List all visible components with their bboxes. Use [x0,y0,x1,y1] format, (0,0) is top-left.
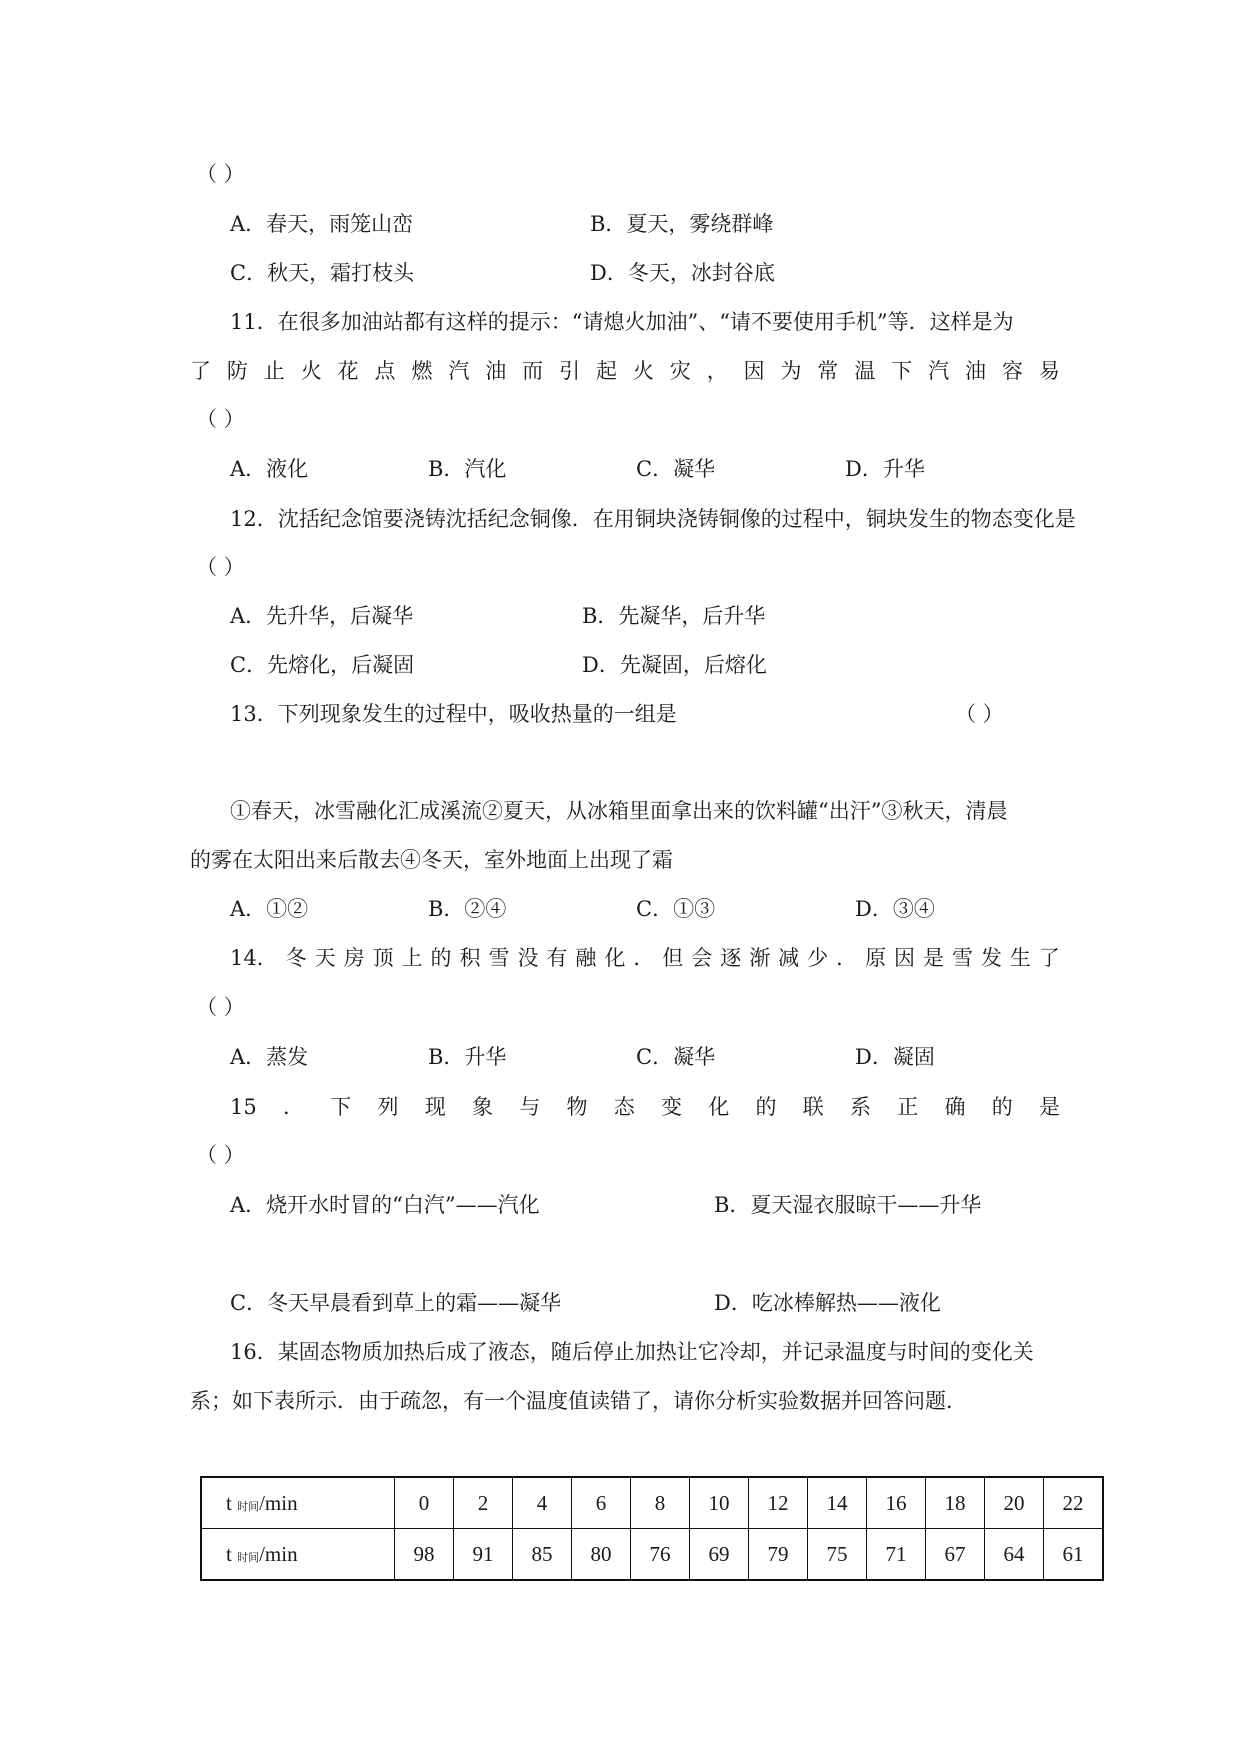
q16-stem-line2: 系；如下表所示．由于疏忽，有一个温度值读错了，请你分析实验数据并回答问题． [190,1389,967,1413]
q13-answer-bracket: （ ） [955,702,1004,726]
table-cell: 75 [808,1529,867,1581]
q15-option-d: D．吃冰棒解热——液化 [714,1291,941,1315]
table-cell: 80 [572,1529,631,1581]
q11-stem-line2: 了 防 止 火 花 点 燃 汽 油 而 引 起 火 灾 ， 因 为 常 温 下 汽 油 容 易 [190,359,1060,383]
table-cell: 79 [749,1529,808,1581]
q12-option-c: C．先熔化，后凝固 [230,653,415,677]
q14-stem-line1: 14． 冬 天 房 顶 上 的 积 雪 没 有 融 化 ． 但 会 逐 渐 减 少 ． 原 因 是 雪 发 生 了 [230,946,1060,970]
q10-option-c: C．秋天，霜打枝头 [230,261,415,285]
table-cell: 12 [749,1477,808,1529]
table-cell: 2 [454,1477,513,1529]
q11-option-a: A．液化 [230,457,309,481]
table-cell: 69 [690,1529,749,1581]
temperature-time-table [200,1476,1104,1581]
table-cell: 76 [631,1529,690,1581]
q13-body-line2: 的雾在太阳出来后散去④冬天，室外地面上出现了霜 [190,848,673,872]
table-cell: 22 [1044,1477,1104,1529]
q14-option-a: A．蒸发 [230,1045,309,1069]
q13-option-d: D．③④ [855,897,935,921]
table-row [201,1529,1103,1581]
q11-option-d: D．升华 [845,457,925,481]
q13-stem-line1: 13．下列现象发生的过程中，吸收热量的一组是 [230,702,677,726]
q15-answer-bracket: （ ） [196,1143,245,1167]
q12-stem-line1: 12．沈括纪念馆要浇铸沈括纪念铜像．在用铜块浇铸铜像的过程中，铜块发生的物态变化是 [230,507,1076,531]
table-cell: 67 [926,1529,985,1581]
q11-option-c: C．凝华 [636,457,716,481]
q15-option-b: B．夏天湿衣服晾干——升华 [714,1193,982,1217]
table-cell: 98 [395,1529,454,1581]
table-cell: 0 [395,1477,454,1529]
row-label-temperature: t 时间/min [201,1529,395,1581]
q13-option-a: A．①② [230,897,309,921]
table-cell: 14 [808,1477,867,1529]
q14-option-b: B．升华 [428,1045,507,1069]
table-cell: 20 [985,1477,1044,1529]
q14-option-d: D．凝固 [855,1045,935,1069]
table-cell: 4 [513,1477,572,1529]
q15-option-c: C．冬天早晨看到草上的霜——凝华 [230,1291,562,1315]
row-label-time: t 时间/min [201,1477,395,1529]
table-cell: 91 [454,1529,513,1581]
q15-stem-line1: 15 ． 下 列 现 象 与 物 态 变 化 的 联 系 正 确 的 是 [230,1095,1060,1119]
table-cell: 10 [690,1477,749,1529]
q16-stem-line1: 16．某固态物质加热后成了液态，随后停止加热让它冷却，并记录温度与时间的变化关 [230,1340,1034,1364]
q12-option-d: D．先凝固，后熔化 [582,653,767,677]
q13-body-line1: ①春天，冰雪融化汇成溪流②夏天，从冰箱里面拿出来的饮料罐“出汗”③秋天，清晨 [230,799,1008,823]
q14-answer-bracket: （ ） [196,995,245,1019]
q10-option-d: D．冬天，冰封谷底 [590,261,775,285]
q10-option-b: B．夏天，雾绕群峰 [590,212,774,236]
q11-answer-bracket: （ ） [196,407,245,431]
table-cell: 8 [631,1477,690,1529]
table-cell: 18 [926,1477,985,1529]
table-cell: 85 [513,1529,572,1581]
table-cell: 16 [867,1477,926,1529]
q12-option-b: B．先凝华，后升华 [582,604,766,628]
q13-option-b: B．②④ [428,897,507,921]
q15-option-a: A．烧开水时冒的“白汽”——汽化 [230,1193,540,1217]
q11-stem-line1: 11．在很多加油站都有这样的提示：“请熄火加油”、“请不要使用手机”等．这样是为 [230,310,1014,334]
q10-option-a: A．春天，雨笼山峦 [230,212,414,236]
q12-answer-bracket: （ ） [196,555,245,579]
q10-answer-bracket: （ ） [196,162,245,186]
table-cell: 61 [1044,1529,1104,1581]
table-row [201,1477,1103,1529]
q14-option-c: C．凝华 [636,1045,716,1069]
table-cell: 6 [572,1477,631,1529]
q11-option-b: B．汽化 [428,457,507,481]
table-cell: 71 [867,1529,926,1581]
table-cell: 64 [985,1529,1044,1581]
q12-option-a: A．先升华，后凝华 [230,604,414,628]
q13-option-c: C．①③ [636,897,716,921]
